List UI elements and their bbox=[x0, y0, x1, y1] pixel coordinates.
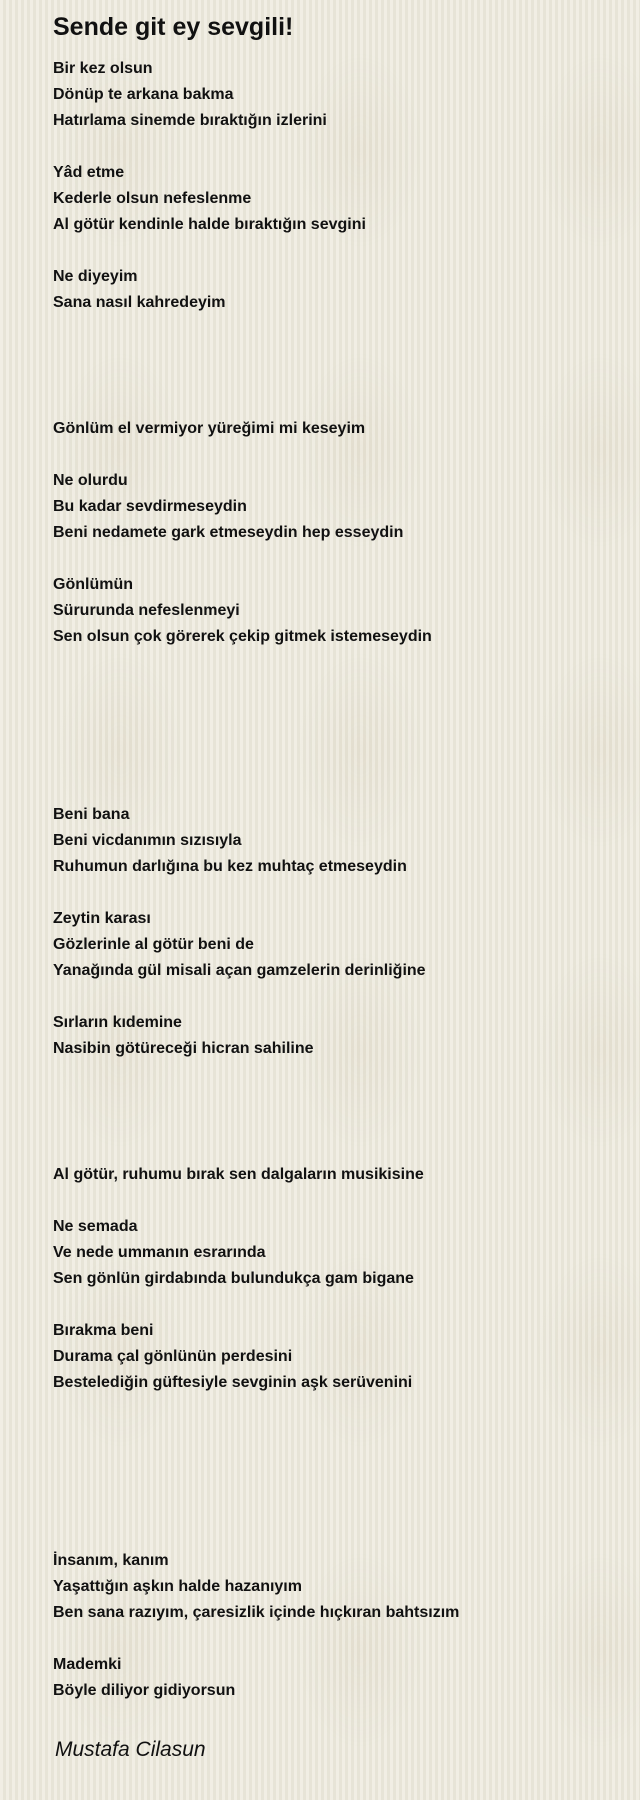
poem-line: Hatırlama sinemde bıraktığın izlerini bbox=[53, 112, 327, 129]
stanza bbox=[53, 1010, 623, 1062]
poem-line: Ne semada bbox=[53, 1218, 138, 1235]
poem-line: Ne olurdu bbox=[53, 472, 128, 489]
poem-line: Sen gönlün girdabında bulundukça gam bigane bbox=[53, 1270, 414, 1287]
poem-line: Al götür kendinle halde bıraktığın sevgini bbox=[53, 216, 366, 233]
stanza bbox=[53, 416, 623, 442]
poem-line: Beni vicdanımın sızısıyla bbox=[53, 832, 242, 849]
stanza bbox=[53, 56, 623, 134]
poem-line: Sana nasıl kahredeyim bbox=[53, 294, 226, 311]
poem-line: Bestelediğin güftesiyle sevginin aşk serüvenini bbox=[53, 1374, 413, 1391]
poem-line: Bırakma beni bbox=[53, 1322, 154, 1339]
stanza bbox=[53, 572, 623, 650]
stanza bbox=[53, 1318, 623, 1396]
poem-line: Ruhumun darlığına bu kez muhtaç etmeseydin bbox=[53, 858, 407, 875]
poem-line: Yâd etme bbox=[53, 164, 125, 181]
poem-line: Yanağında gül misali açan gamzelerin derinliğine bbox=[53, 962, 426, 979]
poem-body bbox=[53, 56, 623, 1704]
poem-line: Böyle diliyor gidiyorsun bbox=[53, 1682, 236, 1699]
poem-line: Bir kez olsun bbox=[53, 60, 153, 77]
poem-line: Zeytin karası bbox=[53, 910, 151, 927]
poem-line: Sırların kıdemine bbox=[53, 1014, 182, 1031]
stanza bbox=[53, 468, 623, 546]
stanza bbox=[53, 160, 623, 238]
poem-author: Mustafa Cilasun bbox=[55, 1738, 206, 1761]
poem-line: Kederle olsun nefeslenme bbox=[53, 190, 252, 207]
poem-line: Nasibin götüreceği hicran sahiline bbox=[53, 1040, 314, 1057]
poem-title: Sende git ey sevgili! bbox=[53, 13, 294, 41]
poem-line: Ben sana razıyım, çaresizlik içinde hıçkıran bahtsızım bbox=[53, 1604, 460, 1621]
poem-line: İnsanım, kanım bbox=[53, 1552, 169, 1569]
poem-line: Durama çal gönlünün perdesini bbox=[53, 1348, 293, 1365]
poem-line: Beni bana bbox=[53, 806, 130, 823]
poem-line: Ve nede ummanın esrarında bbox=[53, 1244, 266, 1261]
poem-line: Gözlerinle al götür beni de bbox=[53, 936, 254, 953]
poem-line: Gönlümün bbox=[53, 576, 133, 593]
poem-line: Al götür, ruhumu bırak sen dalgaların musikisine bbox=[53, 1166, 424, 1183]
stanza bbox=[53, 1214, 623, 1292]
stanza bbox=[53, 264, 623, 316]
poem-line: Sen olsun çok görerek çekip gitmek istemeseydin bbox=[53, 628, 432, 645]
poem-line: Dönüp te arkana bakma bbox=[53, 86, 234, 103]
poem-line: Sürurunda nefeslenmeyi bbox=[53, 602, 240, 619]
poem-line: Bu kadar sevdirmeseydin bbox=[53, 498, 247, 515]
poem-line: Yaşattığın aşkın halde hazanıyım bbox=[53, 1578, 302, 1595]
stanza bbox=[53, 1652, 623, 1704]
poem-line: Ne diyeyim bbox=[53, 268, 138, 285]
stanza bbox=[53, 906, 623, 984]
poem-line: Mademki bbox=[53, 1656, 122, 1673]
poem-container bbox=[53, 10, 623, 1704]
poem-line: Beni nedamete gark etmeseydin hep esseydin bbox=[53, 524, 404, 541]
stanza bbox=[53, 1162, 623, 1188]
poem-line: Gönlüm el vermiyor yüreğimi mi keseyim bbox=[53, 420, 366, 437]
stanza bbox=[53, 802, 623, 880]
stanza bbox=[53, 1548, 623, 1626]
